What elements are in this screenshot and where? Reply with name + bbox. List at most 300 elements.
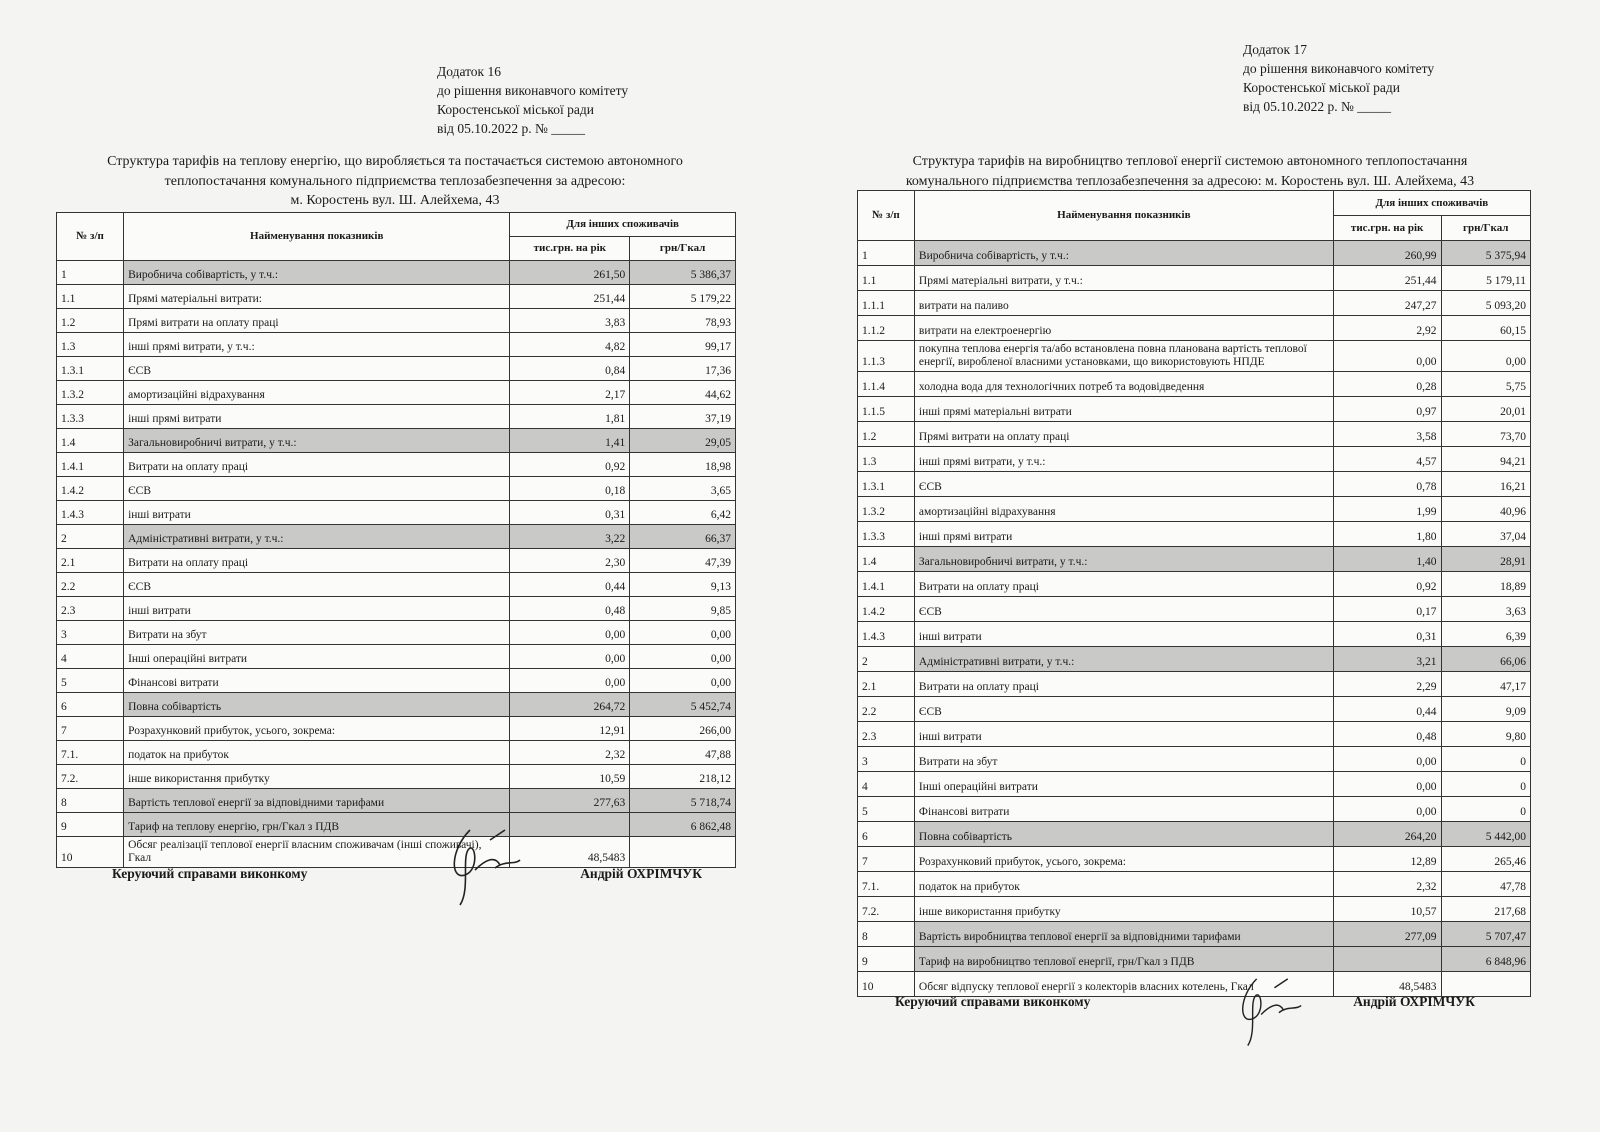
table-row	[858, 922, 1531, 947]
title-line: м. Коростень вул. Ш. Алейхема, 43	[290, 193, 500, 208]
table-row	[858, 647, 1531, 672]
row-annual-value-cell: 2,30	[510, 549, 630, 573]
row-per-gcal-value-cell: 5 707,47	[1441, 922, 1530, 947]
table-row	[858, 522, 1531, 547]
row-per-gcal-value-cell: 218,12	[630, 765, 736, 789]
appendix-number: Додаток 16	[437, 64, 501, 79]
row-per-gcal-value-cell: 217,68	[1441, 897, 1530, 922]
row-name-cell: інше використання прибутку	[124, 765, 510, 789]
table-row	[57, 621, 736, 645]
row-annual-value-cell: 1,81	[510, 405, 630, 429]
table-row	[57, 645, 736, 669]
row-code-cell: 6	[57, 693, 124, 717]
table-row	[858, 622, 1531, 647]
decision-line: до рішення виконавчого комітету	[437, 83, 629, 98]
row-code-cell: 5	[57, 669, 124, 693]
row-name-cell: амортизаційні відрахування	[914, 497, 1333, 522]
table-row	[858, 897, 1531, 922]
row-code-cell: 1.4.3	[858, 622, 915, 647]
table-row	[57, 549, 736, 573]
row-annual-value-cell: 10,57	[1333, 897, 1441, 922]
row-annual-value-cell: 2,29	[1333, 672, 1441, 697]
row-name-cell: інші прямі матеріальні витрати	[914, 397, 1333, 422]
row-code-cell: 1.4.2	[858, 597, 915, 622]
row-per-gcal-value-cell: 5 375,94	[1441, 241, 1530, 266]
row-per-gcal-value-cell: 9,80	[1441, 722, 1530, 747]
column-header-name: Найменування показників	[124, 213, 510, 261]
row-name-cell: Повна собівартість	[124, 693, 510, 717]
row-per-gcal-value-cell: 9,85	[630, 597, 736, 621]
appendix-header	[437, 62, 628, 138]
row-per-gcal-value-cell: 9,13	[630, 573, 736, 597]
row-code-cell: 5	[858, 797, 915, 822]
row-per-gcal-value-cell: 78,93	[630, 309, 736, 333]
row-code-cell: 7.1.	[57, 741, 124, 765]
row-annual-value-cell: 4,82	[510, 333, 630, 357]
column-header-annual: тис.грн. на рік	[1333, 216, 1441, 241]
table-row	[57, 813, 736, 837]
row-name-cell: покупна теплова енергія та/або встановлена повна планована вартість теплової енергії, виробленої власними установками, що використовують НПДЕ	[914, 341, 1333, 372]
row-code-cell: 8	[57, 789, 124, 813]
row-annual-value-cell: 3,22	[510, 525, 630, 549]
row-name-cell: інші прямі витрати	[124, 405, 510, 429]
row-code-cell: 9	[858, 947, 915, 972]
table-row	[57, 741, 736, 765]
row-annual-value-cell: 2,17	[510, 381, 630, 405]
table-row	[858, 697, 1531, 722]
row-code-cell: 2	[57, 525, 124, 549]
tariff-table-body	[57, 261, 736, 868]
row-name-cell: Виробнича собівартість, у т.ч.:	[124, 261, 510, 285]
row-code-cell: 1.3.3	[858, 522, 915, 547]
signature-mark	[1230, 970, 1310, 1050]
row-per-gcal-value-cell: 5 718,74	[630, 789, 736, 813]
row-per-gcal-value-cell: 5,75	[1441, 372, 1530, 397]
row-per-gcal-value-cell: 94,21	[1441, 447, 1530, 472]
row-name-cell: Вартість теплової енергії за відповідними тарифами	[124, 789, 510, 813]
row-code-cell: 2.2	[858, 697, 915, 722]
row-per-gcal-value-cell: 44,62	[630, 381, 736, 405]
document-title	[840, 152, 1540, 191]
row-code-cell: 4	[57, 645, 124, 669]
table-row	[57, 837, 736, 868]
row-annual-value-cell: 260,99	[1333, 241, 1441, 266]
row-per-gcal-value-cell: 66,06	[1441, 647, 1530, 672]
table-row	[858, 497, 1531, 522]
table-row	[858, 547, 1531, 572]
table-row	[57, 717, 736, 741]
row-code-cell: 2.2	[57, 573, 124, 597]
row-code-cell: 1.1	[858, 266, 915, 291]
row-annual-value-cell: 0,78	[1333, 472, 1441, 497]
table-row	[57, 501, 736, 525]
row-per-gcal-value-cell: 66,37	[630, 525, 736, 549]
row-name-cell: холодна вода для технологічних потреб та водовідведення	[914, 372, 1333, 397]
row-annual-value-cell: 0,00	[510, 621, 630, 645]
row-code-cell: 2.3	[57, 597, 124, 621]
row-name-cell: Прямі витрати на оплату праці	[914, 422, 1333, 447]
row-name-cell: Обсяг реалізації теплової енергії власним споживачам (інші споживачі), Гкал	[124, 837, 510, 868]
row-annual-value-cell: 264,20	[1333, 822, 1441, 847]
row-code-cell: 9	[57, 813, 124, 837]
row-code-cell: 1.3.1	[57, 357, 124, 381]
row-annual-value-cell: 0,44	[1333, 697, 1441, 722]
appendix-16-page	[0, 0, 790, 1132]
row-annual-value-cell: 251,44	[1333, 266, 1441, 291]
row-code-cell: 1.1.1	[858, 291, 915, 316]
column-header-per-gcal: грн/Гкал	[630, 237, 736, 261]
row-per-gcal-value-cell: 6,39	[1441, 622, 1530, 647]
row-per-gcal-value-cell: 28,91	[1441, 547, 1530, 572]
table-row	[57, 693, 736, 717]
row-code-cell: 1.3	[57, 333, 124, 357]
row-name-cell: податок на прибуток	[124, 741, 510, 765]
date-line: від 05.10.2022 р. № _____	[437, 121, 585, 136]
row-name-cell: інші прямі витрати	[914, 522, 1333, 547]
column-header-number: № з/п	[57, 213, 124, 261]
table-row	[57, 261, 736, 285]
row-name-cell: Виробнича собівартість, у т.ч.:	[914, 241, 1333, 266]
table-row	[57, 405, 736, 429]
decision-line: до рішення виконавчого комітету	[1243, 61, 1435, 76]
row-per-gcal-value-cell: 5 386,37	[630, 261, 736, 285]
row-code-cell: 7.1.	[858, 872, 915, 897]
row-annual-value-cell: 0,18	[510, 477, 630, 501]
row-code-cell: 2	[858, 647, 915, 672]
row-code-cell: 7.2.	[57, 765, 124, 789]
row-code-cell: 1.3.2	[858, 497, 915, 522]
row-annual-value-cell: 277,63	[510, 789, 630, 813]
tariff-table-body	[858, 241, 1531, 997]
row-code-cell: 1.3	[858, 447, 915, 472]
row-name-cell: інші витрати	[914, 722, 1333, 747]
row-name-cell: Витрати на збут	[914, 747, 1333, 772]
row-annual-value-cell: 48,5483	[1333, 972, 1441, 997]
row-per-gcal-value-cell: 47,17	[1441, 672, 1530, 697]
row-annual-value-cell: 0,00	[510, 645, 630, 669]
row-per-gcal-value-cell: 5 442,00	[1441, 822, 1530, 847]
signatory-title: Керуючий справами виконкому	[895, 994, 1091, 1009]
row-annual-value-cell: 1,99	[1333, 497, 1441, 522]
row-code-cell: 2.1	[858, 672, 915, 697]
row-per-gcal-value-cell: 16,21	[1441, 472, 1530, 497]
row-code-cell: 1.4.1	[57, 453, 124, 477]
row-per-gcal-value-cell: 20,01	[1441, 397, 1530, 422]
row-per-gcal-value-cell: 60,15	[1441, 316, 1530, 341]
row-per-gcal-value-cell: 18,98	[630, 453, 736, 477]
row-annual-value-cell: 3,83	[510, 309, 630, 333]
row-name-cell: інше використання прибутку	[914, 897, 1333, 922]
row-name-cell: ЄСВ	[124, 573, 510, 597]
table-row	[57, 597, 736, 621]
row-name-cell: Прямі матеріальні витрати, у т.ч.:	[914, 266, 1333, 291]
row-name-cell: Інші операційні витрати	[124, 645, 510, 669]
row-name-cell: витрати на електроенергію	[914, 316, 1333, 341]
row-annual-value-cell: 1,80	[1333, 522, 1441, 547]
row-name-cell: інші витрати	[124, 597, 510, 621]
row-name-cell: Вартість виробництва теплової енергії за відповідними тарифами	[914, 922, 1333, 947]
appendix-header	[1243, 40, 1434, 116]
row-name-cell: податок на прибуток	[914, 872, 1333, 897]
row-name-cell: Витрати на збут	[124, 621, 510, 645]
row-name-cell: Адміністративні витрати, у т.ч.:	[124, 525, 510, 549]
row-annual-value-cell: 0,84	[510, 357, 630, 381]
row-code-cell: 1.3.3	[57, 405, 124, 429]
table-row	[858, 822, 1531, 847]
row-annual-value-cell: 2,32	[1333, 872, 1441, 897]
row-code-cell: 1.3.2	[57, 381, 124, 405]
row-name-cell: ЄСВ	[124, 357, 510, 381]
row-name-cell: Тариф на теплову енергію, грн/Гкал з ПДВ	[124, 813, 510, 837]
title-line: комунального підприємства теплозабезпечення за адресою: м. Коростень вул. Ш. Алейхема, 43	[905, 173, 1475, 189]
row-name-cell: ЄСВ	[914, 597, 1333, 622]
row-code-cell: 3	[57, 621, 124, 645]
row-name-cell: інші прямі витрати, у т.ч.:	[914, 447, 1333, 472]
row-annual-value-cell: 48,5483	[510, 837, 630, 868]
row-name-cell: витрати на паливо	[914, 291, 1333, 316]
row-code-cell: 10	[57, 837, 124, 868]
row-annual-value-cell: 0,48	[1333, 722, 1441, 747]
row-per-gcal-value-cell: 3,65	[630, 477, 736, 501]
table-row	[858, 847, 1531, 872]
row-name-cell: Витрати на оплату праці	[914, 672, 1333, 697]
date-line: від 05.10.2022 р. № _____	[1243, 99, 1391, 114]
row-per-gcal-value-cell	[630, 837, 736, 868]
row-per-gcal-value-cell: 47,88	[630, 741, 736, 765]
column-header-number: № з/п	[858, 191, 915, 241]
row-code-cell: 1.4.2	[57, 477, 124, 501]
row-annual-value-cell: 0,48	[510, 597, 630, 621]
row-per-gcal-value-cell: 17,36	[630, 357, 736, 381]
row-annual-value-cell: 1,41	[510, 429, 630, 453]
table-row	[858, 266, 1531, 291]
row-annual-value-cell: 0,00	[510, 669, 630, 693]
row-annual-value-cell: 0,00	[1333, 341, 1441, 372]
tariff-table	[857, 190, 1531, 997]
row-per-gcal-value-cell: 99,17	[630, 333, 736, 357]
table-row	[858, 422, 1531, 447]
row-annual-value-cell: 0,00	[1333, 772, 1441, 797]
row-per-gcal-value-cell: 0,00	[1441, 341, 1530, 372]
row-annual-value-cell: 10,59	[510, 765, 630, 789]
row-code-cell: 1.4.1	[858, 572, 915, 597]
row-annual-value-cell: 2,32	[510, 741, 630, 765]
row-per-gcal-value-cell: 6,42	[630, 501, 736, 525]
row-annual-value-cell: 12,89	[1333, 847, 1441, 872]
table-row	[57, 309, 736, 333]
row-code-cell: 2.1	[57, 549, 124, 573]
table-row	[858, 972, 1531, 997]
row-annual-value-cell: 0,97	[1333, 397, 1441, 422]
table-row	[57, 477, 736, 501]
row-annual-value-cell: 277,09	[1333, 922, 1441, 947]
row-name-cell: інші витрати	[124, 501, 510, 525]
table-row	[57, 573, 736, 597]
row-name-cell: Витрати на оплату праці	[124, 549, 510, 573]
table-row	[858, 947, 1531, 972]
row-code-cell: 3	[858, 747, 915, 772]
row-annual-value-cell: 0,92	[510, 453, 630, 477]
row-code-cell: 7.2.	[858, 897, 915, 922]
row-per-gcal-value-cell: 9,09	[1441, 697, 1530, 722]
table-row	[858, 341, 1531, 372]
row-name-cell: Розрахунковий прибуток, усього, зокрема:	[124, 717, 510, 741]
row-code-cell: 1.1.4	[858, 372, 915, 397]
row-code-cell: 1.4	[57, 429, 124, 453]
row-code-cell: 10	[858, 972, 915, 997]
column-header-group: Для інших споживачів	[1333, 191, 1530, 216]
row-code-cell: 2.3	[858, 722, 915, 747]
row-per-gcal-value-cell: 47,78	[1441, 872, 1530, 897]
row-annual-value-cell: 4,57	[1333, 447, 1441, 472]
row-per-gcal-value-cell: 0,00	[630, 645, 736, 669]
row-name-cell: Загальновиробничі витрати, у т.ч.:	[124, 429, 510, 453]
row-annual-value-cell: 3,58	[1333, 422, 1441, 447]
row-name-cell: Фінансові витрати	[124, 669, 510, 693]
row-code-cell: 8	[858, 922, 915, 947]
signature-mark	[440, 820, 530, 910]
table-row	[858, 572, 1531, 597]
row-code-cell: 1.1.3	[858, 341, 915, 372]
row-name-cell: Витрати на оплату праці	[914, 572, 1333, 597]
row-code-cell: 1.1.5	[858, 397, 915, 422]
row-per-gcal-value-cell: 3,63	[1441, 597, 1530, 622]
table-row	[858, 241, 1531, 266]
table-row	[858, 772, 1531, 797]
appendix-number: Додаток 17	[1243, 42, 1307, 57]
row-name-cell: ЄСВ	[914, 697, 1333, 722]
row-name-cell: Повна собівартість	[914, 822, 1333, 847]
row-annual-value-cell: 0,00	[1333, 797, 1441, 822]
table-row	[57, 525, 736, 549]
council-line: Коростенської міської ради	[437, 102, 594, 117]
council-line: Коростенської міської ради	[1243, 80, 1400, 95]
table-row	[57, 789, 736, 813]
row-name-cell: Витрати на оплату праці	[124, 453, 510, 477]
table-row	[57, 357, 736, 381]
table-row	[57, 429, 736, 453]
row-code-cell: 1.3.1	[858, 472, 915, 497]
title-line: теплопостачання комунального підприємства теплозабезпечення за адресою:	[164, 173, 626, 189]
row-per-gcal-value-cell: 0	[1441, 747, 1530, 772]
row-per-gcal-value-cell: 266,00	[630, 717, 736, 741]
row-annual-value-cell: 0,92	[1333, 572, 1441, 597]
signatory-title: Керуючий справами виконкому	[112, 866, 308, 881]
row-code-cell: 1	[858, 241, 915, 266]
row-annual-value-cell: 0,31	[1333, 622, 1441, 647]
row-annual-value-cell: 247,27	[1333, 291, 1441, 316]
row-per-gcal-value-cell: 0,00	[630, 669, 736, 693]
row-name-cell: Інші операційні витрати	[914, 772, 1333, 797]
row-name-cell: ЄСВ	[124, 477, 510, 501]
row-code-cell: 7	[858, 847, 915, 872]
table-row	[858, 372, 1531, 397]
row-per-gcal-value-cell	[1441, 972, 1530, 997]
table-row	[57, 333, 736, 357]
row-name-cell: Обсяг відпуску теплової енергії з колекторів власних котелень, Гкал	[914, 972, 1333, 997]
row-name-cell: інші прямі витрати, у т.ч.:	[124, 333, 510, 357]
column-header-per-gcal: грн/Гкал	[1441, 216, 1530, 241]
tariff-table	[56, 212, 736, 868]
table-row	[858, 447, 1531, 472]
column-header-annual: тис.грн. на рік	[510, 237, 630, 261]
table-row	[858, 747, 1531, 772]
column-header-group: Для інших споживачів	[510, 213, 736, 237]
row-annual-value-cell: 3,21	[1333, 647, 1441, 672]
row-annual-value-cell: 1,40	[1333, 547, 1441, 572]
table-row	[858, 872, 1531, 897]
row-annual-value-cell: 0,17	[1333, 597, 1441, 622]
row-per-gcal-value-cell: 5 093,20	[1441, 291, 1530, 316]
row-code-cell: 1.4.3	[57, 501, 124, 525]
row-per-gcal-value-cell: 6 862,48	[630, 813, 736, 837]
table-row	[858, 597, 1531, 622]
row-annual-value-cell: 251,44	[510, 285, 630, 309]
row-annual-value-cell: 12,91	[510, 717, 630, 741]
row-per-gcal-value-cell: 5 179,11	[1441, 266, 1530, 291]
row-code-cell: 1.1.2	[858, 316, 915, 341]
table-row	[57, 381, 736, 405]
document-title	[50, 152, 740, 211]
row-annual-value-cell: 264,72	[510, 693, 630, 717]
signatory-name: Андрій ОХРІМЧУК	[580, 866, 702, 881]
title-line: Структура тарифів на теплову енергію, що виробляється та постачається системою автономного	[107, 154, 683, 169]
row-code-cell: 1.1	[57, 285, 124, 309]
row-code-cell: 1.4	[858, 547, 915, 572]
row-per-gcal-value-cell: 5 452,74	[630, 693, 736, 717]
row-per-gcal-value-cell: 0	[1441, 797, 1530, 822]
table-row	[57, 765, 736, 789]
table-row	[858, 397, 1531, 422]
row-code-cell: 1	[57, 261, 124, 285]
table-row	[858, 722, 1531, 747]
column-header-name: Найменування показників	[914, 191, 1333, 241]
row-annual-value-cell: 2,92	[1333, 316, 1441, 341]
title-line: Структура тарифів на виробництво теплової енергії системою автономного теплопостачання	[912, 154, 1468, 169]
row-code-cell: 7	[57, 717, 124, 741]
table-row	[57, 453, 736, 477]
row-per-gcal-value-cell: 6 848,96	[1441, 947, 1530, 972]
row-per-gcal-value-cell: 5 179,22	[630, 285, 736, 309]
row-name-cell: Загальновиробничі витрати, у т.ч.:	[914, 547, 1333, 572]
row-name-cell: Прямі матеріальні витрати:	[124, 285, 510, 309]
table-row	[858, 672, 1531, 697]
row-annual-value-cell: 261,50	[510, 261, 630, 285]
row-annual-value-cell: 0,31	[510, 501, 630, 525]
row-per-gcal-value-cell: 47,39	[630, 549, 736, 573]
row-name-cell: Тариф на виробництво теплової енергії, грн/Гкал з ПДВ	[914, 947, 1333, 972]
row-annual-value-cell: 0,44	[510, 573, 630, 597]
row-per-gcal-value-cell: 37,04	[1441, 522, 1530, 547]
row-per-gcal-value-cell: 40,96	[1441, 497, 1530, 522]
row-annual-value-cell	[1333, 947, 1441, 972]
table-row	[858, 797, 1531, 822]
row-name-cell: інші витрати	[914, 622, 1333, 647]
table-row	[858, 472, 1531, 497]
table-row	[57, 285, 736, 309]
row-name-cell: амортизаційні відрахування	[124, 381, 510, 405]
row-name-cell: Прямі витрати на оплату праці	[124, 309, 510, 333]
row-name-cell: Адміністративні витрати, у т.ч.:	[914, 647, 1333, 672]
row-name-cell: ЄСВ	[914, 472, 1333, 497]
row-code-cell: 4	[858, 772, 915, 797]
row-code-cell: 6	[858, 822, 915, 847]
row-code-cell: 1.2	[858, 422, 915, 447]
row-per-gcal-value-cell: 18,89	[1441, 572, 1530, 597]
row-code-cell: 1.2	[57, 309, 124, 333]
row-per-gcal-value-cell: 29,05	[630, 429, 736, 453]
row-name-cell: Фінансові витрати	[914, 797, 1333, 822]
